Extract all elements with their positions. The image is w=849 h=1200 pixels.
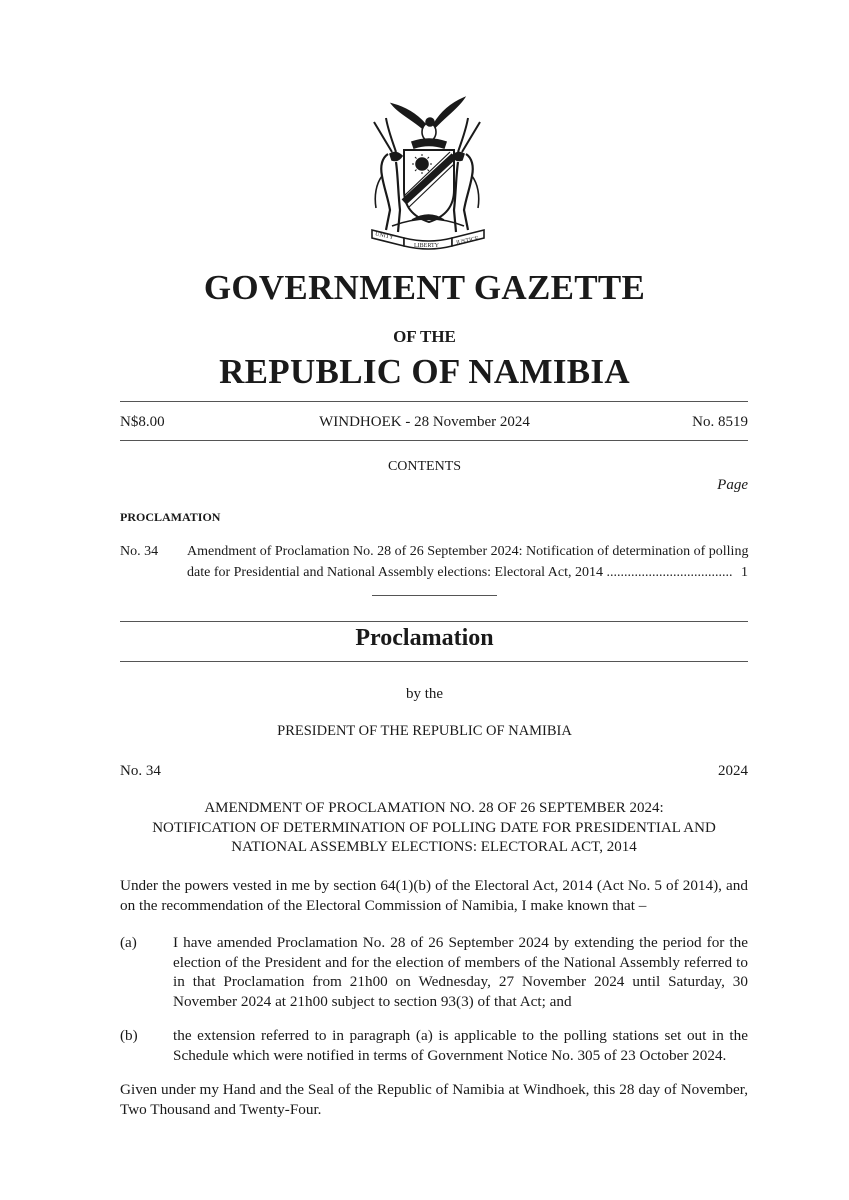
proclamation-heading: Proclamation bbox=[355, 625, 494, 651]
contents-item-line2: date for Presidential and National Assembly elections: Electoral Act, 2014 .................................... bbox=[187, 565, 733, 580]
contents-item-number: No. 34 bbox=[120, 544, 159, 559]
contents-section: PROCLAMATION bbox=[120, 510, 221, 524]
paragraph-a-label: (a) bbox=[120, 934, 137, 951]
proclamation-title: AMENDMENT OF PROCLAMATION NO. 28 OF 26 SEPTEMBER 2024: NOTIFICATION OF DETERMINATION OF POLLING DATE FOR PRESIDENTIAL AND NATIONAL ASSEMBLY ELECTIONS: ELECTORAL ACT, 2014 bbox=[152, 800, 716, 855]
issue-place-date: WINDHOEK - 28 November 2024 bbox=[319, 414, 530, 430]
proclamation-intro: Under the powers vested in me by section 64(1)(b) of the Electoral Act, 2014 (Act No. 5 of 2014), and on the recommendation of the Electoral Commission of Namibia, I make known that – bbox=[120, 877, 748, 914]
gazette-title-of-the: OF THE bbox=[393, 327, 456, 346]
proclamation-top-rule bbox=[120, 621, 748, 622]
paragraph-a-text: I have amended Proclamation No. 28 of 26 September 2024 by extending the period for the election of the President and for the election of members of the National Assembly referred to in that Proclamation from 21h00 on Wednesday, 27 November 2024 until Saturday, 30 November 2024 at 21h00 subject to section 93(3) of that Act; and bbox=[173, 934, 748, 1010]
motto-liberty: LIBERTY bbox=[414, 243, 439, 249]
issue-number: No. 8519 bbox=[692, 414, 748, 430]
contents-item-line1: Amendment of Proclamation No. 28 of 26 September 2024: Notification of determination of polling bbox=[187, 544, 749, 559]
contents-heading: CONTENTS bbox=[387, 459, 462, 474]
proclamation-closing: Given under my Hand and the Seal of the Republic of Namibia at Windhoek, this 28 day of November, Two Thousand and Twenty-Four. bbox=[120, 1081, 748, 1118]
proclamation-bottom-rule bbox=[120, 661, 748, 662]
proclamation-year: 2024 bbox=[718, 763, 748, 779]
paragraph-b-label: (b) bbox=[120, 1027, 138, 1044]
motto-unity: UNITY bbox=[374, 231, 394, 242]
namibia-coat-of-arms-icon bbox=[352, 92, 502, 252]
issue-price: N$8.00 bbox=[120, 414, 165, 430]
paragraph-b-text: the extension referred to in paragraph (a) is applicable to the polling stations set out in the Schedule which were notified in terms of Government Notice No. 305 of 23 October 2024. bbox=[173, 1027, 748, 1064]
contents-page-label: Page bbox=[717, 477, 748, 493]
masthead-divider bbox=[120, 401, 748, 402]
contents-item-leader: .................................... bbox=[606, 565, 733, 580]
motto-justice: JUSTICE bbox=[455, 235, 480, 247]
proclamation-number: No. 34 bbox=[120, 763, 161, 779]
gazette-title-republic: REPUBLIC OF NAMIBIA bbox=[219, 352, 630, 391]
issue-divider bbox=[120, 440, 748, 441]
proclamation-issuer: PRESIDENT OF THE REPUBLIC OF NAMIBIA bbox=[277, 723, 572, 739]
proclamation-by-the: by the bbox=[405, 686, 444, 702]
contents-end-rule bbox=[372, 595, 497, 596]
gazette-title: GOVERNMENT GAZETTE bbox=[203, 268, 646, 307]
contents-item-page: 1 bbox=[741, 565, 748, 580]
